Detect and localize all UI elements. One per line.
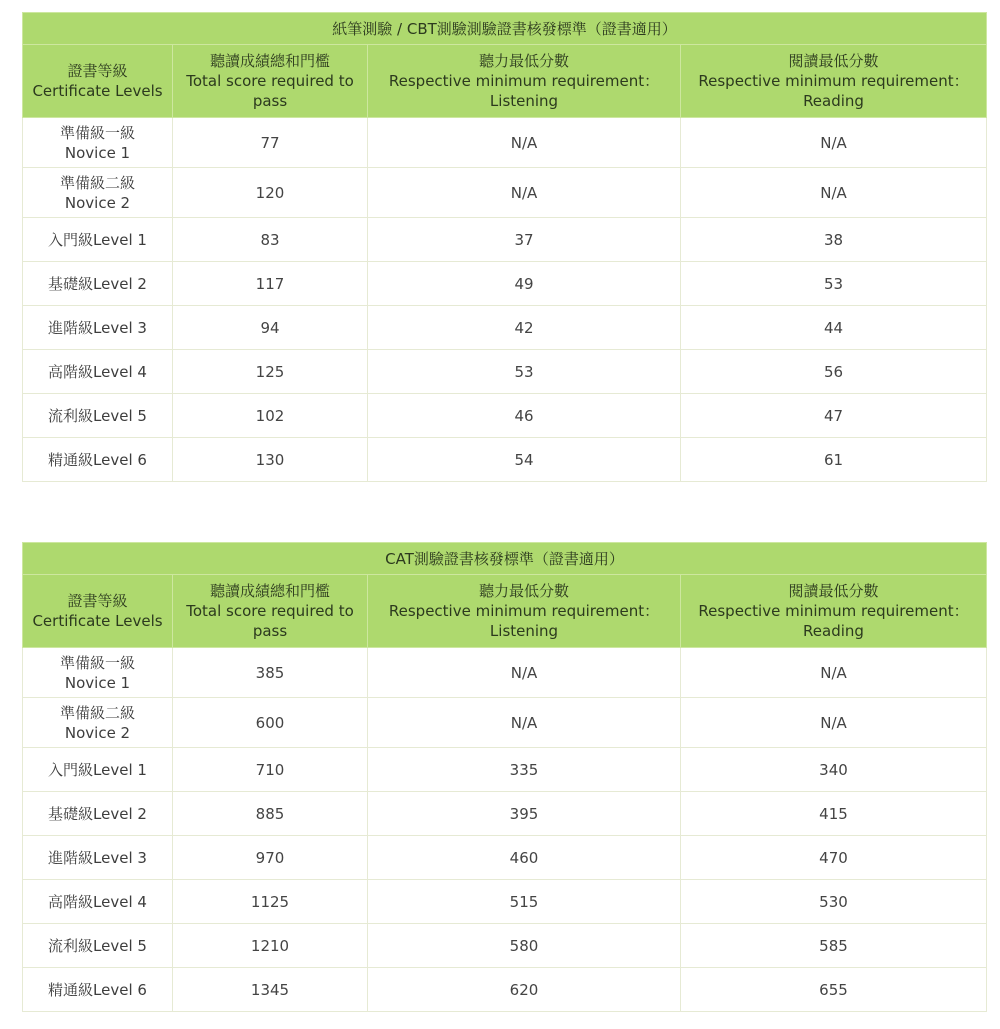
col-header-reading-zh: 閱讀最低分數 bbox=[788, 52, 879, 70]
cat-certificate-table bbox=[22, 542, 987, 1012]
col-header-total bbox=[173, 45, 368, 118]
table-row bbox=[23, 698, 987, 748]
reading-min-cell: 47 bbox=[681, 394, 987, 438]
col-header-level bbox=[23, 45, 173, 118]
level-zh: 準備級二級 bbox=[59, 703, 135, 722]
level-cell: 流利級Level 5 bbox=[23, 924, 173, 968]
reading-min-cell: 56 bbox=[681, 350, 987, 394]
col-header-listening-en-1: Respective minimum requirement： bbox=[388, 72, 660, 90]
reading-min-cell: 44 bbox=[681, 306, 987, 350]
reading-min-cell: N/A bbox=[681, 168, 987, 218]
col-header-total-en-1: Total score required to bbox=[186, 72, 354, 90]
reading-min-cell: 415 bbox=[681, 792, 987, 836]
col-header-listening bbox=[368, 45, 681, 118]
col-header-level-zh: 證書等級 bbox=[67, 592, 128, 610]
level-en: Novice 2 bbox=[64, 193, 131, 212]
total-score-cell: 970 bbox=[173, 836, 368, 880]
level-cell: 精通級Level 6 bbox=[23, 968, 173, 1012]
listening-min-cell: 515 bbox=[368, 880, 681, 924]
level-en: Novice 2 bbox=[64, 723, 131, 742]
col-header-reading-zh: 閱讀最低分數 bbox=[788, 582, 879, 600]
total-score-cell: 385 bbox=[173, 648, 368, 698]
reading-min-cell: 470 bbox=[681, 836, 987, 880]
reading-min-cell: 61 bbox=[681, 438, 987, 482]
level-cell bbox=[23, 698, 173, 748]
level-cell: 進階級Level 3 bbox=[23, 306, 173, 350]
col-header-reading-en-1: Respective minimum requirement： bbox=[698, 72, 969, 90]
table-row bbox=[23, 262, 987, 306]
table-row bbox=[23, 394, 987, 438]
total-score-cell: 83 bbox=[173, 218, 368, 262]
col-header-level bbox=[23, 575, 173, 648]
table-row bbox=[23, 438, 987, 482]
col-header-reading-en-2: Reading bbox=[803, 92, 864, 110]
level-cell: 流利級Level 5 bbox=[23, 394, 173, 438]
reading-min-cell: 530 bbox=[681, 880, 987, 924]
column-header-row bbox=[23, 575, 987, 648]
total-score-cell: 102 bbox=[173, 394, 368, 438]
level-en: Novice 1 bbox=[64, 143, 131, 162]
total-score-cell: 125 bbox=[173, 350, 368, 394]
total-score-cell: 600 bbox=[173, 698, 368, 748]
table-row bbox=[23, 218, 987, 262]
listening-min-cell: N/A bbox=[368, 168, 681, 218]
listening-min-cell: 620 bbox=[368, 968, 681, 1012]
total-score-cell: 1210 bbox=[173, 924, 368, 968]
col-header-listening-en-2: Listening bbox=[489, 622, 559, 640]
total-score-cell: 1125 bbox=[173, 880, 368, 924]
table-title: CAT測驗證書核發標準（證書適用） bbox=[23, 543, 987, 575]
table-row bbox=[23, 924, 987, 968]
level-cell: 高階級Level 4 bbox=[23, 880, 173, 924]
level-cell: 基礎級Level 2 bbox=[23, 792, 173, 836]
reading-min-cell: 655 bbox=[681, 968, 987, 1012]
level-cell: 入門級Level 1 bbox=[23, 218, 173, 262]
listening-min-cell: 49 bbox=[368, 262, 681, 306]
table-row bbox=[23, 350, 987, 394]
table-row bbox=[23, 968, 987, 1012]
table-row bbox=[23, 168, 987, 218]
col-header-reading bbox=[681, 575, 987, 648]
col-header-level-en: Certificate Levels bbox=[32, 82, 163, 100]
total-score-cell: 710 bbox=[173, 748, 368, 792]
level-cell: 進階級Level 3 bbox=[23, 836, 173, 880]
listening-min-cell: 42 bbox=[368, 306, 681, 350]
col-header-reading-en-1: Respective minimum requirement： bbox=[698, 602, 969, 620]
col-header-reading bbox=[681, 45, 987, 118]
level-zh: 準備級一級 bbox=[59, 123, 135, 142]
listening-min-cell: N/A bbox=[368, 698, 681, 748]
table-title: 紙筆測驗 / CBT測驗測驗證書核發標準（證書適用） bbox=[23, 13, 987, 45]
table-row bbox=[23, 118, 987, 168]
col-header-listening-zh: 聽力最低分數 bbox=[478, 52, 569, 70]
table-row bbox=[23, 306, 987, 350]
listening-min-cell: N/A bbox=[368, 648, 681, 698]
col-header-level-zh: 證書等級 bbox=[67, 62, 128, 80]
column-header-row bbox=[23, 45, 987, 118]
col-header-total-zh: 聽讀成績總和門檻 bbox=[209, 52, 330, 70]
col-header-total-en-2: pass bbox=[252, 622, 288, 640]
listening-min-cell: 37 bbox=[368, 218, 681, 262]
listening-min-cell: 460 bbox=[368, 836, 681, 880]
total-score-cell: 1345 bbox=[173, 968, 368, 1012]
level-cell bbox=[23, 648, 173, 698]
level-cell bbox=[23, 118, 173, 168]
level-cell: 精通級Level 6 bbox=[23, 438, 173, 482]
listening-min-cell: 54 bbox=[368, 438, 681, 482]
level-cell: 入門級Level 1 bbox=[23, 748, 173, 792]
col-header-listening-en-1: Respective minimum requirement： bbox=[388, 602, 660, 620]
listening-min-cell: 395 bbox=[368, 792, 681, 836]
table-row bbox=[23, 792, 987, 836]
total-score-cell: 94 bbox=[173, 306, 368, 350]
level-cell bbox=[23, 168, 173, 218]
col-header-level-en: Certificate Levels bbox=[32, 612, 163, 630]
col-header-total bbox=[173, 575, 368, 648]
paper-cbt-certificate-table bbox=[22, 12, 987, 482]
table-row bbox=[23, 880, 987, 924]
listening-min-cell: N/A bbox=[368, 118, 681, 168]
reading-min-cell: 585 bbox=[681, 924, 987, 968]
col-header-total-zh: 聽讀成績總和門檻 bbox=[209, 582, 330, 600]
col-header-total-en-2: pass bbox=[252, 92, 288, 110]
reading-min-cell: N/A bbox=[681, 698, 987, 748]
col-header-reading-en-2: Reading bbox=[803, 622, 864, 640]
level-cell: 基礎級Level 2 bbox=[23, 262, 173, 306]
table-row bbox=[23, 836, 987, 880]
reading-min-cell: 38 bbox=[681, 218, 987, 262]
table-row bbox=[23, 648, 987, 698]
table-row bbox=[23, 748, 987, 792]
col-header-listening-zh: 聽力最低分數 bbox=[478, 582, 569, 600]
table-title-row bbox=[23, 543, 987, 575]
reading-min-cell: 340 bbox=[681, 748, 987, 792]
listening-min-cell: 580 bbox=[368, 924, 681, 968]
listening-min-cell: 53 bbox=[368, 350, 681, 394]
reading-min-cell: N/A bbox=[681, 118, 987, 168]
level-cell: 高階級Level 4 bbox=[23, 350, 173, 394]
total-score-cell: 77 bbox=[173, 118, 368, 168]
col-header-listening bbox=[368, 575, 681, 648]
level-en: Novice 1 bbox=[64, 673, 131, 692]
col-header-total-en-1: Total score required to bbox=[186, 602, 354, 620]
level-zh: 準備級二級 bbox=[59, 173, 135, 192]
listening-min-cell: 335 bbox=[368, 748, 681, 792]
total-score-cell: 117 bbox=[173, 262, 368, 306]
total-score-cell: 120 bbox=[173, 168, 368, 218]
level-zh: 準備級一級 bbox=[59, 653, 135, 672]
reading-min-cell: 53 bbox=[681, 262, 987, 306]
total-score-cell: 885 bbox=[173, 792, 368, 836]
table-title-row bbox=[23, 13, 987, 45]
col-header-listening-en-2: Listening bbox=[489, 92, 559, 110]
listening-min-cell: 46 bbox=[368, 394, 681, 438]
total-score-cell: 130 bbox=[173, 438, 368, 482]
reading-min-cell: N/A bbox=[681, 648, 987, 698]
